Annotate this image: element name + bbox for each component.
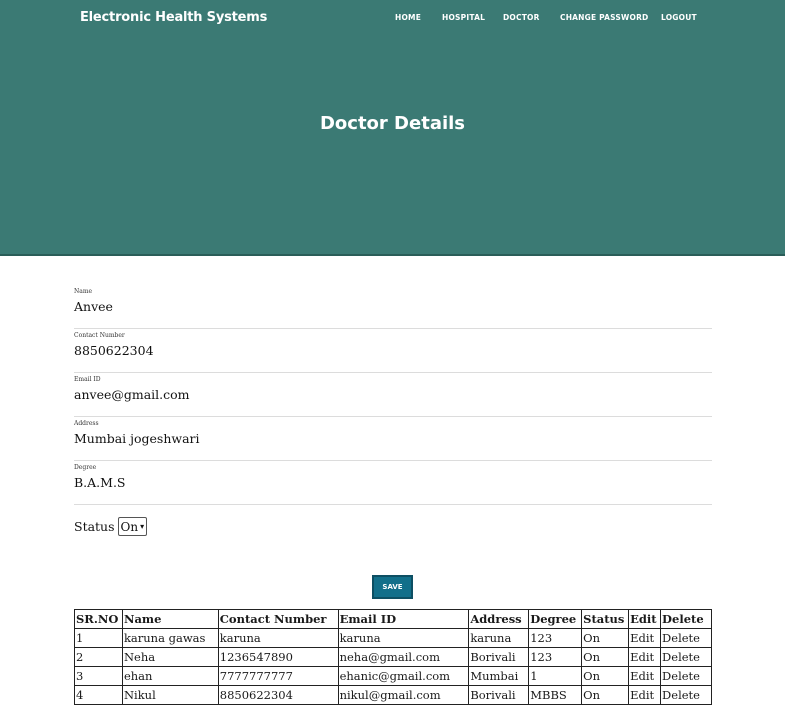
table-cell: 1 bbox=[529, 667, 582, 686]
status-label: Status bbox=[74, 519, 115, 534]
nav-change-password[interactable]: CHANGE PASSWORD bbox=[560, 13, 649, 22]
table-cell: Borivali bbox=[469, 648, 529, 667]
status-selected-value: On bbox=[120, 519, 139, 534]
edit-link[interactable]: Edit bbox=[629, 648, 661, 667]
table-cell: karuna bbox=[338, 629, 469, 648]
edit-link[interactable]: Edit bbox=[629, 667, 661, 686]
table-cell: 4 bbox=[75, 686, 123, 705]
table-cell: Nikul bbox=[122, 686, 218, 705]
table-cell: 2 bbox=[75, 648, 123, 667]
table-cell: 1236547890 bbox=[218, 648, 338, 667]
col-header: Status bbox=[582, 610, 629, 629]
table-cell: On bbox=[582, 686, 629, 705]
edit-link[interactable]: Edit bbox=[629, 686, 661, 705]
col-header: Degree bbox=[529, 610, 582, 629]
name-input[interactable]: Anvee bbox=[74, 299, 113, 314]
email-field[interactable] bbox=[74, 373, 712, 417]
table-row bbox=[75, 648, 712, 667]
contact-number-input[interactable]: 8850622304 bbox=[74, 343, 154, 358]
delete-link[interactable]: Delete bbox=[661, 648, 712, 667]
table-cell: 3 bbox=[75, 667, 123, 686]
field-label: Name bbox=[74, 288, 93, 295]
table-cell: nikul@gmail.com bbox=[338, 686, 469, 705]
status-select[interactable] bbox=[118, 517, 148, 536]
table-cell: On bbox=[582, 667, 629, 686]
delete-link[interactable]: Delete bbox=[661, 629, 712, 648]
page-title: Doctor Details bbox=[319, 113, 466, 134]
email-input[interactable]: anvee@gmail.com bbox=[74, 387, 190, 402]
top-nav bbox=[0, 13, 785, 27]
col-header: SR.NO bbox=[75, 610, 123, 629]
table-cell: 7777777777 bbox=[218, 667, 338, 686]
nav-hospital[interactable]: HOSPITAL bbox=[442, 13, 486, 22]
col-header: Address bbox=[469, 610, 529, 629]
hero-banner bbox=[0, 0, 785, 256]
address-field[interactable] bbox=[74, 417, 712, 461]
table-row bbox=[75, 629, 712, 648]
col-header: Edit bbox=[629, 610, 661, 629]
edit-link[interactable]: Edit bbox=[629, 629, 661, 648]
table-cell: ehanic@gmail.com bbox=[338, 667, 469, 686]
table-cell: 8850622304 bbox=[218, 686, 338, 705]
nav-home[interactable]: HOME bbox=[395, 13, 422, 22]
table-cell: 123 bbox=[529, 629, 582, 648]
save-button[interactable]: SAVE bbox=[372, 575, 413, 599]
delete-link[interactable]: Delete bbox=[661, 667, 712, 686]
col-header: Contact Number bbox=[218, 610, 338, 629]
col-header: Name bbox=[122, 610, 218, 629]
table-cell: karuna bbox=[218, 629, 338, 648]
name-field[interactable] bbox=[74, 285, 712, 329]
table-cell: neha@gmail.com bbox=[338, 648, 469, 667]
contact-number-field[interactable] bbox=[74, 329, 712, 373]
table-cell: Neha bbox=[122, 648, 218, 667]
table-cell: karuna gawas bbox=[122, 629, 218, 648]
table-row bbox=[75, 667, 712, 686]
table-cell: 1 bbox=[75, 629, 123, 648]
table-cell: Mumbai bbox=[469, 667, 529, 686]
chevron-down-icon: ▾ bbox=[140, 522, 145, 531]
table-header-row bbox=[75, 610, 712, 629]
degree-input[interactable]: B.A.M.S bbox=[74, 475, 126, 490]
table-cell: On bbox=[582, 629, 629, 648]
doctors-table bbox=[74, 609, 712, 705]
nav-doctor[interactable]: DOCTOR bbox=[503, 13, 540, 22]
status-row bbox=[74, 517, 147, 536]
field-label: Contact Number bbox=[74, 332, 125, 339]
address-input[interactable]: Mumbai jogeshwari bbox=[74, 431, 200, 446]
table-cell: ehan bbox=[122, 667, 218, 686]
table-cell: On bbox=[582, 648, 629, 667]
field-label: Address bbox=[74, 420, 99, 427]
col-header: Delete bbox=[661, 610, 712, 629]
field-label: Email ID bbox=[74, 376, 101, 383]
table-cell: karuna bbox=[469, 629, 529, 648]
brand-logo[interactable]: Electronic Health Systems bbox=[80, 10, 268, 25]
table-cell: Borivali bbox=[469, 686, 529, 705]
field-label: Degree bbox=[74, 464, 97, 471]
table-cell: 123 bbox=[529, 648, 582, 667]
delete-link[interactable]: Delete bbox=[661, 686, 712, 705]
nav-logout[interactable]: LOGOUT bbox=[661, 13, 697, 22]
degree-field[interactable] bbox=[74, 461, 712, 505]
doctor-form bbox=[74, 285, 712, 505]
table-row bbox=[75, 686, 712, 705]
col-header: Email ID bbox=[338, 610, 469, 629]
table-cell: MBBS bbox=[529, 686, 582, 705]
